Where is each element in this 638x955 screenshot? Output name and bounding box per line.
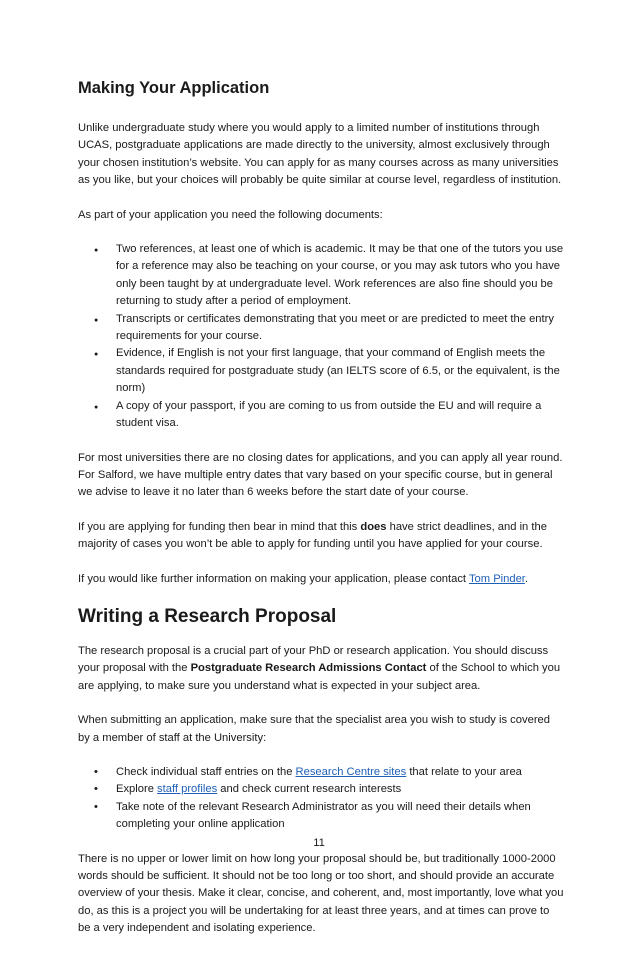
paragraph-specialist-area: When submitting an application, make sure that the specialist area you wish to study is covered by a member of staff at the University: <box>78 714 550 744</box>
paragraph-contact: If you would like further information on making your application, please contact Tom Pinder. <box>78 572 529 585</box>
list-item: ● Transcripts or certificates demonstrating that you meet or are predicted to meet the entry requirements for your course. <box>78 311 564 346</box>
document-page <box>78 70 564 955</box>
paragraph-proposal-length: There is no upper or lower limit on how long your proposal should be, but traditionally 1000-2000 words should be sufficient. It should not be too long or too short, and should provide an accurate overview of your thesis. Make it clear, concise, and coherent, and, most importantly, love what you do, as this is a project you will be undertaking for at least three years, and at times can prove to be a very independent and isolating experience. <box>78 852 564 935</box>
list-item: • Explore staff profiles and check current research interests <box>78 781 564 798</box>
section-heading-making-application: Making Your Application <box>78 79 270 97</box>
list-item: • Take note of the relevant Research Administrator as you will need their details when completing your online application <box>78 799 564 834</box>
staff-check-list <box>78 764 564 834</box>
list-item: ● Evidence, if English is not your first language, that your command of English meets the standards required for postgraduate study (an IELTS score of 6.5, or the equivalent, is the norm) <box>78 345 564 397</box>
emphasis-admissions-contact: Postgraduate Research Admissions Contact <box>190 662 427 675</box>
page-number: 11 <box>313 837 325 849</box>
staff-profiles-link[interactable]: staff profiles <box>157 783 218 796</box>
section-heading-research-proposal: Writing a Research Proposal <box>78 605 337 627</box>
list-item: ● Two references, at least one of which is academic. It may be that one of the tutors you use for a reference may also be teaching on your course, or you may ask tutors who you have only been taught by at undergraduate level. Work references are also fine should you be returning to study after a period of employment. <box>78 241 564 311</box>
paragraph-funding: If you are applying for funding then bear in mind that this does have strict deadlines, and in the majority of cases you won’t be able to apply for funding until you have applied for your course. <box>78 520 547 551</box>
research-centre-sites-link[interactable]: Research Centre sites <box>295 765 407 778</box>
list-item: • Check individual staff entries on the Research Centre sites that relate to your area <box>78 764 564 781</box>
paragraph-documents-lead: As part of your application you need the following documents: <box>78 208 383 221</box>
documents-list <box>78 241 564 432</box>
list-item: ● A copy of your passport, if you are coming to us from outside the EU and will require a student visa. <box>78 398 564 433</box>
paragraph-closing-dates: For most universities there are no closing dates for applications, and you can apply all year round. For Salford, we have multiple entry dates that vary based on your specific course, but in general we advise to leave it no later than 6 weeks before the start date of your course. <box>78 451 563 499</box>
paragraph-intro: Unlike undergraduate study where you would apply to a limited number of institutions through UCAS, postgraduate applications are made directly to the university, almost exclusively through your chosen institution’s website. You can apply for as many courses across as many universities as you like, but your choices will probably be quite similar at course level, regardless of institution. <box>78 122 562 187</box>
tom-pinder-link[interactable]: Tom Pinder <box>468 572 525 585</box>
emphasis-does: does <box>360 520 387 533</box>
paragraph-proposal-intro: The research proposal is a crucial part of your PhD or research application. You should discuss your proposal with the Postgraduate Research Admissions Contact of the School to which you are applying, to make sure you understand what is expected in your subject area. <box>78 644 561 692</box>
